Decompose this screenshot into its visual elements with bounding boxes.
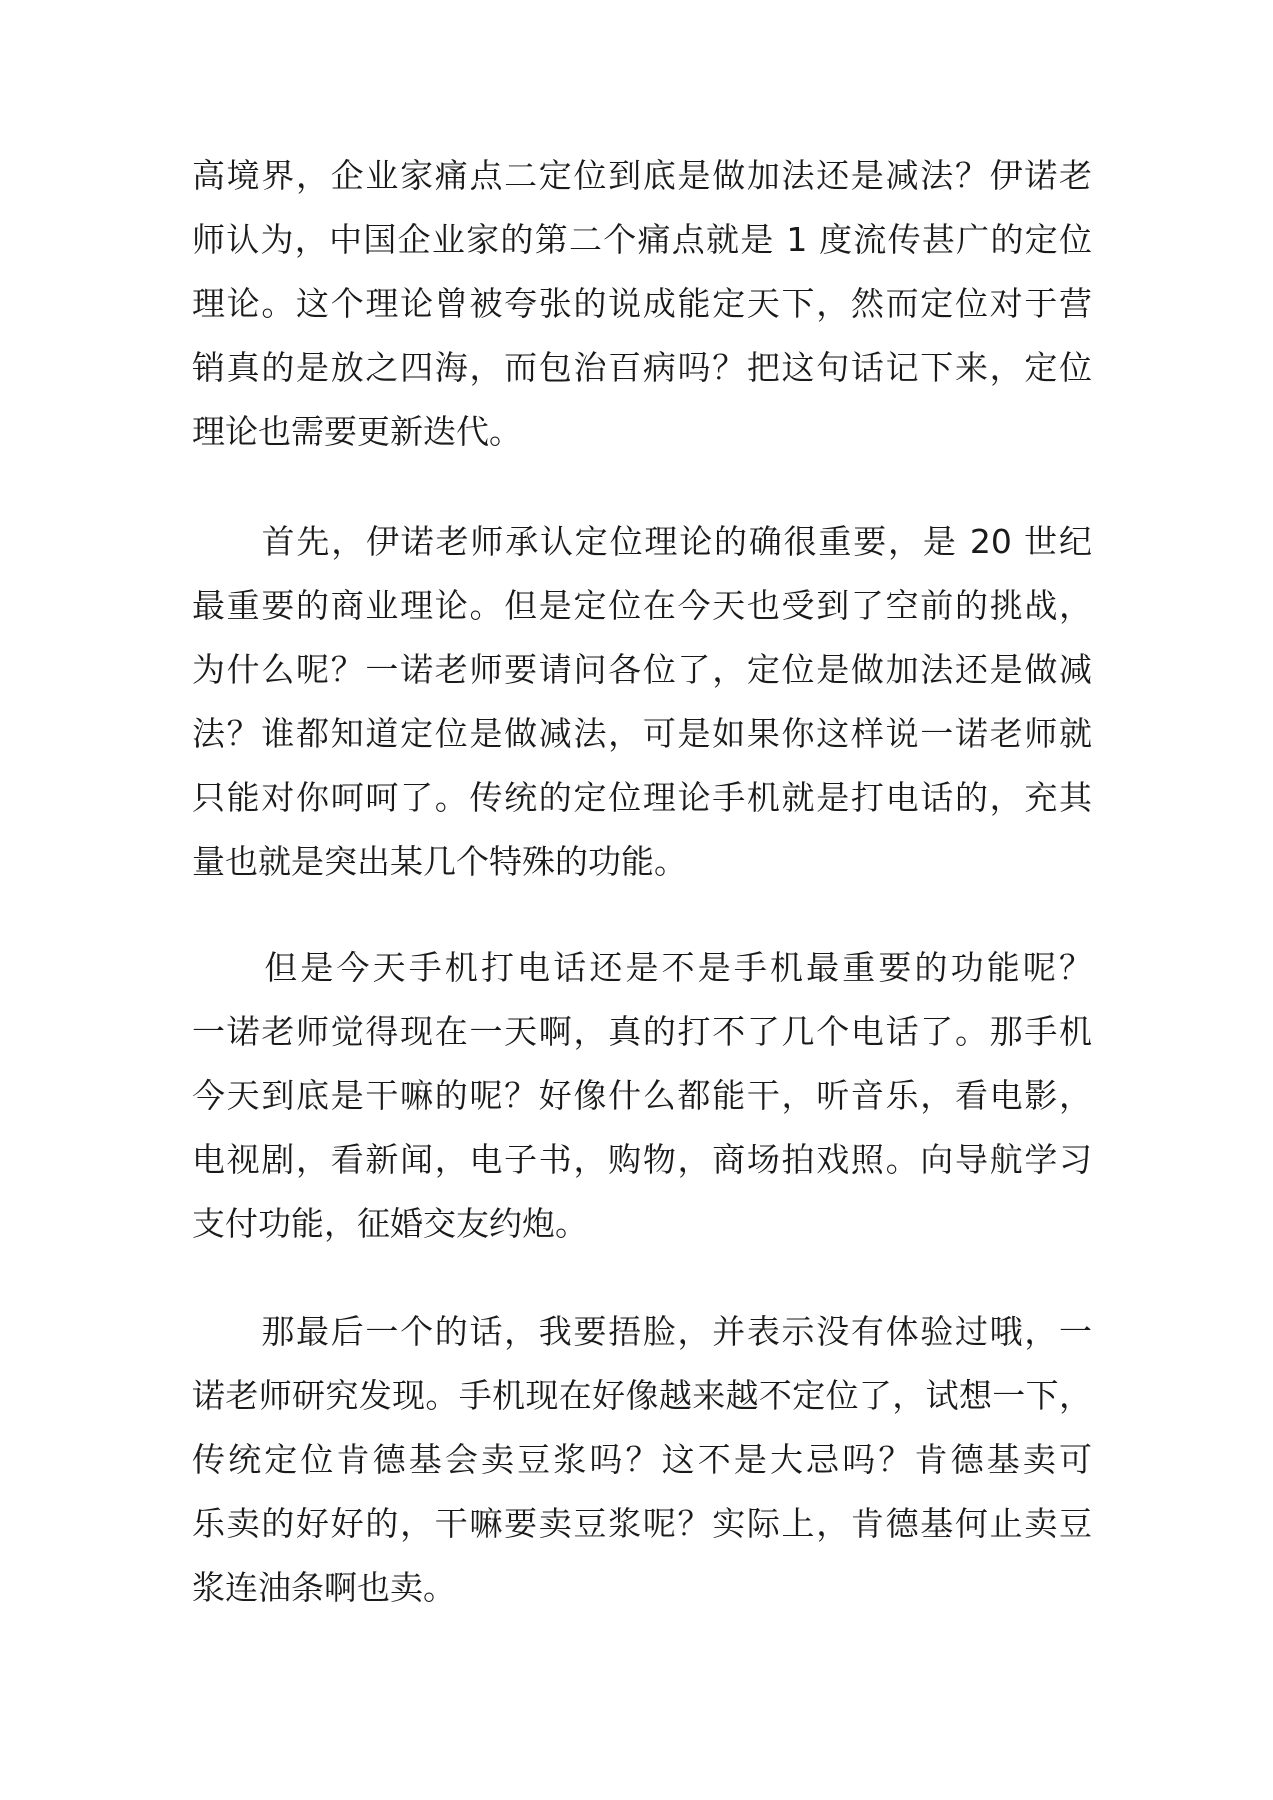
paragraph-4 [192, 1300, 1092, 1620]
text-line: 销真的是放之四海，而包治百病吗？把这句话记下来，定位 [192, 348, 1092, 387]
text-line: 支付功能，征婚交友约炮。 [192, 1204, 588, 1243]
text-line: 今天到底是干嘛的呢？好像什么都能干，听音乐，看电影， [192, 1076, 1092, 1115]
text-line: 师认为，中国企业家的第二个痛点就是 1 度流传甚广的定位 [192, 220, 1092, 259]
text-line: 量也就是突出某几个特殊的功能。 [192, 842, 687, 881]
text-line: 理论。这个理论曾被夸张的说成能定天下，然而定位对于营 [192, 284, 1092, 323]
text-line: 传统定位肯德基会卖豆浆吗？这不是大忌吗？肯德基卖可 [192, 1440, 1092, 1479]
paragraph-1 [192, 144, 1092, 464]
paragraph-2 [192, 510, 1092, 894]
text-line: 浆连油条啊也卖。 [192, 1568, 456, 1607]
text-line: 高境界，企业家痛点二定位到底是做加法还是减法？伊诺老 [192, 156, 1092, 195]
text-line: 但是今天手机打电话还是不是手机最重要的功能呢？ [192, 948, 1092, 987]
text-line: 法？谁都知道定位是做减法，可是如果你这样说一诺老师就 [192, 714, 1092, 753]
text-line: 诺老师研究发现。手机现在好像越来越不定位了，试想一下， [192, 1376, 1092, 1415]
text-line: 乐卖的好好的，干嘛要卖豆浆呢？实际上，肯德基何止卖豆 [192, 1504, 1092, 1543]
paragraph-3 [192, 936, 1092, 1256]
text-line: 电视剧，看新闻，电子书，购物，商场拍戏照。向导航学习 [192, 1140, 1092, 1179]
text-line: 首先，伊诺老师承认定位理论的确很重要，是 20 世纪 [192, 522, 1092, 561]
text-line: 一诺老师觉得现在一天啊，真的打不了几个电话了。那手机 [192, 1012, 1092, 1051]
text-line: 只能对你呵呵了。传统的定位理论手机就是打电话的，充其 [192, 778, 1092, 817]
text-line: 那最后一个的话，我要捂脸，并表示没有体验过哦，一 [192, 1312, 1092, 1351]
text-line: 理论也需要更新迭代。 [192, 412, 522, 451]
text-line: 为什么呢？一诺老师要请问各位了，定位是做加法还是做减 [192, 650, 1092, 689]
text-line: 最重要的商业理论。但是定位在今天也受到了空前的挑战， [192, 586, 1092, 625]
